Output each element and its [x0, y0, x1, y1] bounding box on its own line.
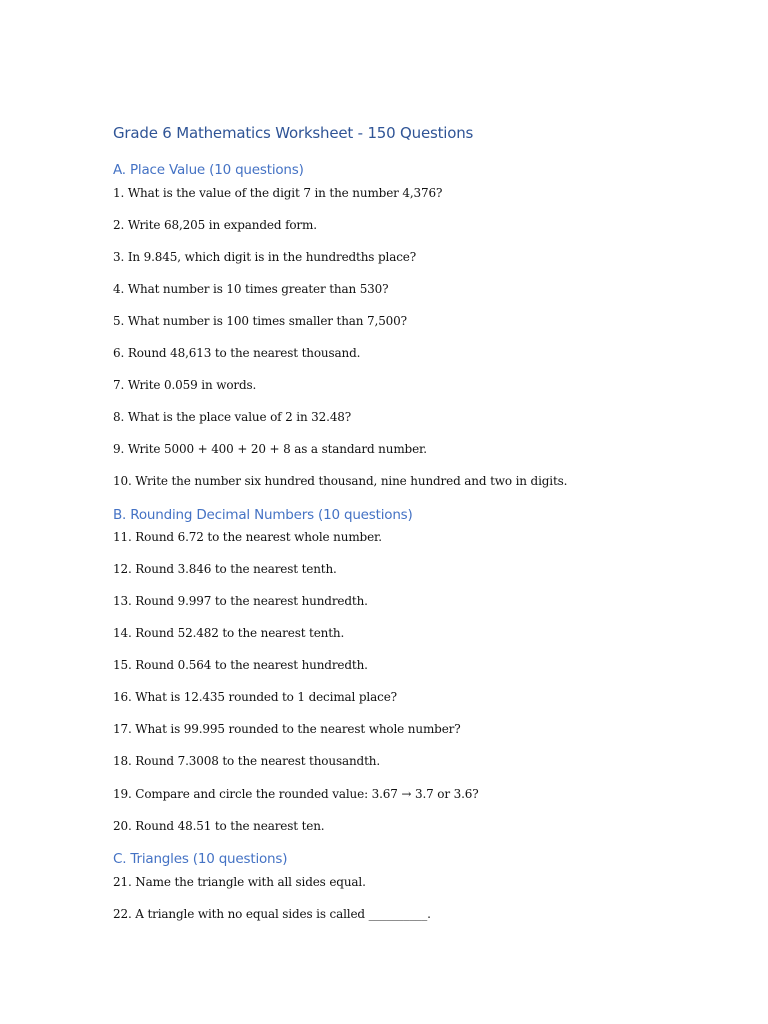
question-6: 6. Round 48,613 to the nearest thousand.: [113, 346, 361, 360]
question-18: 18. Round 7.3008 to the nearest thousandth.: [113, 754, 381, 768]
question-15: 15. Round 0.564 to the nearest hundredth.: [113, 658, 368, 672]
question-2: 2. Write 68,205 in expanded form.: [113, 218, 317, 232]
question-12: 12. Round 3.846 to the nearest tenth.: [113, 562, 337, 576]
question-7: 7. Write 0.059 in words.: [113, 378, 257, 392]
question-8: 8. What is the place value of 2 in 32.48?: [113, 410, 352, 424]
question-20: 20. Round 48.51 to the nearest ten.: [113, 819, 325, 833]
question-11: 11. Round 6.72 to the nearest whole number.: [113, 530, 382, 544]
question-10: 10. Write the number six hundred thousand, nine hundred and two in digits.: [113, 474, 568, 488]
question-9: 9. Write 5000 + 400 + 20 + 8 as a standard number.: [113, 442, 427, 456]
section-heading-rounding: B. Rounding Decimal Numbers (10 questions): [113, 507, 413, 523]
question-19: 19. Compare and circle the rounded value: 3.67 → 3.7 or 3.6?: [113, 787, 479, 801]
question-14: 14. Round 52.482 to the nearest tenth.: [113, 626, 345, 640]
question-4: 4. What number is 10 times greater than 530?: [113, 282, 389, 296]
question-16: 16. What is 12.435 rounded to 1 decimal place?: [113, 690, 397, 704]
question-1: 1. What is the value of the digit 7 in the number 4,376?: [113, 186, 443, 200]
question-22: 22. A triangle with no equal sides is called __________.: [113, 907, 431, 921]
section-heading-place-value: A. Place Value (10 questions): [113, 162, 304, 178]
question-13: 13. Round 9.997 to the nearest hundredth.: [113, 594, 368, 608]
question-21: 21. Name the triangle with all sides equal.: [113, 875, 366, 889]
question-3: 3. In 9.845, which digit is in the hundredths place?: [113, 250, 417, 264]
worksheet-title: Grade 6 Mathematics Worksheet - 150 Questions: [113, 124, 474, 142]
question-17: 17. What is 99.995 rounded to the nearest whole number?: [113, 722, 461, 736]
section-heading-triangles: C. Triangles (10 questions): [113, 851, 288, 867]
question-5: 5. What number is 100 times smaller than 7,500?: [113, 314, 407, 328]
